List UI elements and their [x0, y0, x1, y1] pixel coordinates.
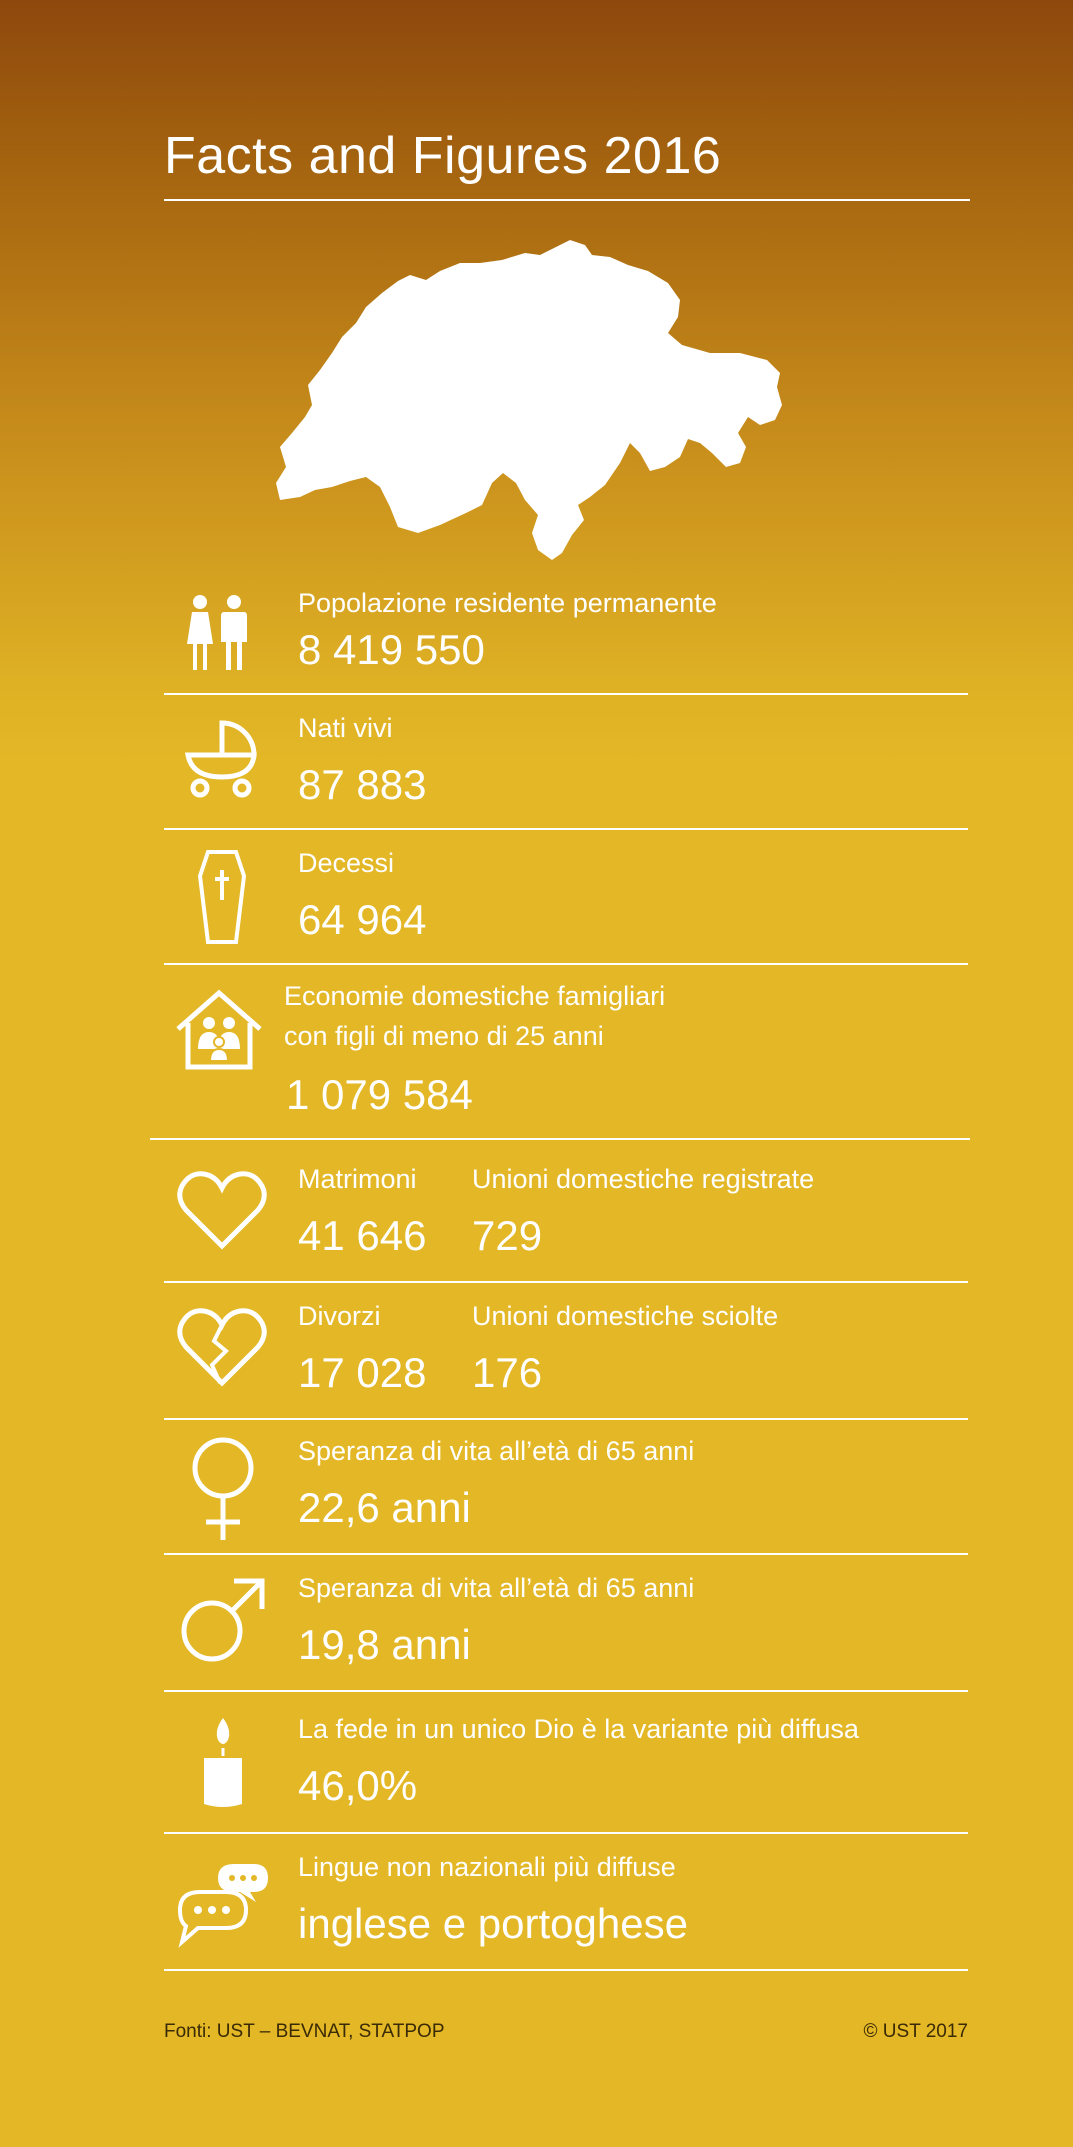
marriages-label: Matrimoni [298, 1164, 417, 1194]
religion-row [164, 1692, 968, 1834]
life-female-label: Speranza di vita all’età di 65 anni [298, 1436, 695, 1466]
divorces-row [164, 1283, 968, 1420]
households-label-line1: Economie domestiche famigliari [284, 981, 666, 1011]
candle-icon [200, 1716, 246, 1810]
page-title: Facts and Figures 2016 [164, 127, 722, 185]
coffin-icon [194, 848, 250, 946]
registered-unions-label: Unioni domestiche registrate [472, 1164, 815, 1194]
switzerland-map [270, 235, 790, 565]
marriages-row [164, 1140, 968, 1283]
dissolved-unions-value: 176 [472, 1349, 543, 1396]
female-symbol-icon [188, 1436, 258, 1544]
religion-value: 46,0% [298, 1762, 418, 1809]
deaths-row [164, 830, 968, 965]
male-symbol-icon [178, 1575, 268, 1665]
dissolved-unions-label: Unioni domestiche sciolte [472, 1301, 779, 1331]
languages-row [164, 1834, 968, 1971]
life-male-label: Speranza di vita all’età di 65 anni [298, 1573, 695, 1603]
religion-label: La fede in un unico Dio è la variante più diffusa [298, 1714, 859, 1744]
divorces-value: 17 028 [298, 1349, 427, 1396]
deaths-label: Decessi [298, 848, 395, 878]
family-house-icon [174, 987, 264, 1073]
population-value: 8 419 550 [298, 626, 485, 673]
footer-sources: Fonti: UST – BEVNAT, STATPOP [164, 2021, 445, 2042]
languages-label: Lingue non nazionali più diffuse [298, 1852, 676, 1882]
households-row [150, 965, 970, 1140]
broken-heart-icon [174, 1303, 270, 1389]
registered-unions-value: 729 [472, 1212, 543, 1259]
births-value: 87 883 [298, 761, 427, 808]
births-row [164, 695, 968, 830]
marriages-value: 41 646 [298, 1212, 427, 1259]
households-value: 1 079 584 [286, 1071, 473, 1118]
population-label: Popolazione residente permanente [298, 588, 717, 618]
speech-bubbles-icon [174, 1856, 270, 1948]
births-label: Nati vivi [298, 713, 393, 743]
baby-carriage-icon [182, 715, 262, 800]
footer-copyright: © UST 2017 [863, 2021, 968, 2042]
life-male-value: 19,8 anni [298, 1621, 471, 1668]
people-icon [182, 592, 254, 674]
divorces-label: Divorzi [298, 1301, 381, 1331]
title-divider [164, 199, 970, 201]
population-row [164, 580, 968, 695]
heart-icon [174, 1166, 270, 1252]
households-label-line2: con figli di meno di 25 anni [284, 1021, 604, 1051]
languages-value: inglese e portoghese [298, 1900, 688, 1947]
life-expectancy-female-row [164, 1420, 968, 1555]
deaths-value: 64 964 [298, 896, 427, 943]
life-expectancy-male-row [164, 1555, 968, 1692]
life-female-value: 22,6 anni [298, 1484, 471, 1531]
divider [164, 1969, 968, 1971]
